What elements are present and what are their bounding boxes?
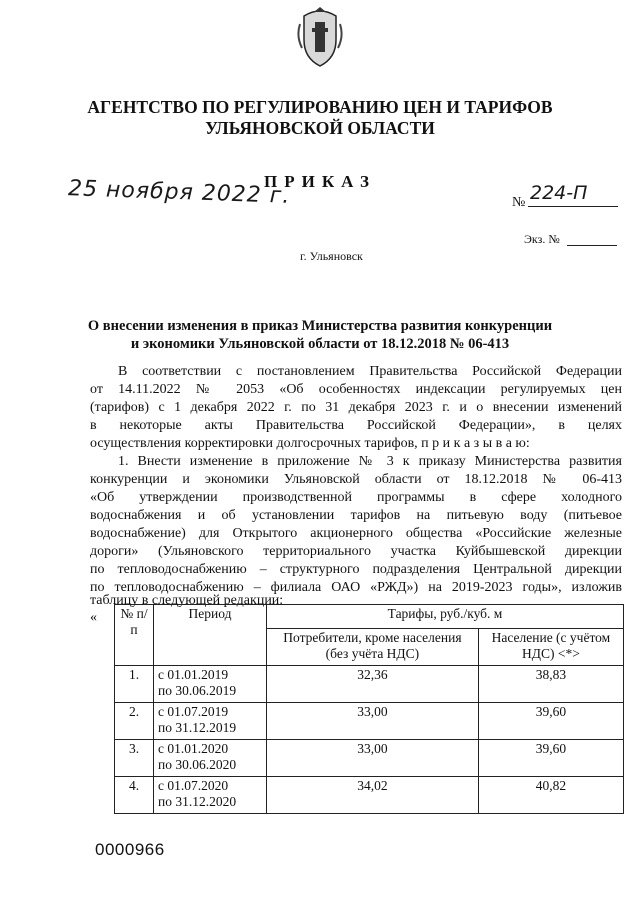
header-number: № п/п: [115, 605, 154, 666]
header-consumers: Потребители, кроме населения (без учёта НДС): [267, 629, 479, 666]
row-period: с 01.01.2020 по 30.06.2020: [154, 740, 267, 777]
order-number-underline: [528, 206, 618, 207]
row-period: с 01.01.2019 по 30.06.2019: [154, 666, 267, 703]
subject-line2: и экономики Ульяновской области от 18.12.2018 № 06-413: [130, 336, 510, 352]
paragraph-2-line: по тепловодоснабжению – филиала ОАО «РЖД») на 2019-2023 годы», изложив: [90, 580, 622, 595]
table-row: [115, 740, 624, 777]
agency-name-line1: АГЕНТСТВО ПО РЕГУЛИРОВАНИЮ ЦЕН И ТАРИФОВ: [87, 97, 553, 117]
row-consumers-tariff: 33,00: [267, 740, 479, 777]
handwritten-order-number: 224-П: [530, 182, 588, 204]
table-row: [115, 777, 624, 814]
row-number: 3.: [115, 740, 154, 777]
paragraph-2-line: водоснабжения и об установлении тарифов на питьевую воду (питьевое: [90, 508, 622, 523]
row-population-tariff: 38,83: [478, 666, 623, 703]
paragraph-1-line: В соответствии с постановлением Правительства Российской Федерации: [118, 364, 622, 379]
copy-number-label: Экз. №: [524, 232, 560, 246]
row-population-tariff: 39,60: [478, 703, 623, 740]
paragraph-2-line: по тепловодоснабжению – структурного подразделения Центральной дирекции: [90, 562, 622, 577]
handwritten-date: 25 ноября 2022 г.: [67, 176, 291, 209]
row-number: 4.: [115, 777, 154, 814]
table-open-quote: «: [90, 610, 97, 625]
row-consumers-tariff: 33,00: [267, 703, 479, 740]
paragraph-2-line: водоснабжение) для Открытого акционерного общества «Российские железные: [90, 526, 622, 541]
tariff-table: [114, 604, 624, 814]
table-row: [115, 666, 624, 703]
paragraph-2-line: «Об утверждении производственной программы в сфере холодного: [90, 490, 622, 505]
serial-number: 0000966: [95, 840, 165, 859]
row-consumers-tariff: 34,02: [267, 777, 479, 814]
row-population-tariff: 39,60: [478, 740, 623, 777]
subject-line1: О внесении изменения в приказ Министерства развития конкуренции: [87, 318, 553, 334]
city-name: г. Ульяновск: [300, 249, 363, 263]
document-type-title: ПРИКАЗ: [264, 172, 376, 191]
row-number: 1.: [115, 666, 154, 703]
table-row: [115, 703, 624, 740]
paragraph-1-line: (тарифов) с 1 декабря 2022 г. по 31 декабря 2023 г. и о внесении изменений: [90, 400, 622, 415]
header-population: Население (с учётом НДС) <*>: [478, 629, 623, 666]
row-number: 2.: [115, 703, 154, 740]
row-consumers-tariff: 32,36: [267, 666, 479, 703]
paragraph-1-line: от 14.11.2022 № 2053 «Об особенностях индексации регулируемых цен: [90, 382, 622, 397]
paragraph-2-line: дороги» (Ульяновского территориального участка Куйбышевской дирекции: [90, 544, 622, 559]
paragraph-2-line: таблицу в следующей редакции:: [90, 593, 284, 608]
agency-name-line2: УЛЬЯНОВСКОЙ ОБЛАСТИ: [205, 118, 435, 138]
copy-number-underline: [567, 245, 617, 246]
order-number-label: №: [512, 195, 526, 210]
row-period: с 01.07.2020 по 31.12.2020: [154, 777, 267, 814]
row-period: с 01.07.2019 по 31.12.2019: [154, 703, 267, 740]
paragraph-2-line: 1. Внести изменение в приложение № 3 к приказу Министерства развития: [118, 454, 622, 469]
paragraph-2-line: конкуренции и экономики Ульяновской области от 18.12.2018 № 06-413: [90, 472, 622, 487]
paragraph-1-line: осуществления корректировки долгосрочных тарифов, п р и к а з ы в а ю:: [90, 436, 530, 451]
header-tariffs: Тарифы, руб./куб. м: [267, 605, 624, 629]
coat-of-arms-emblem: [296, 6, 344, 68]
row-population-tariff: 40,82: [478, 777, 623, 814]
header-period: Период: [154, 605, 267, 666]
paragraph-1-line: в некоторые акты Правительства Российской Федерации», в целях: [90, 418, 622, 433]
